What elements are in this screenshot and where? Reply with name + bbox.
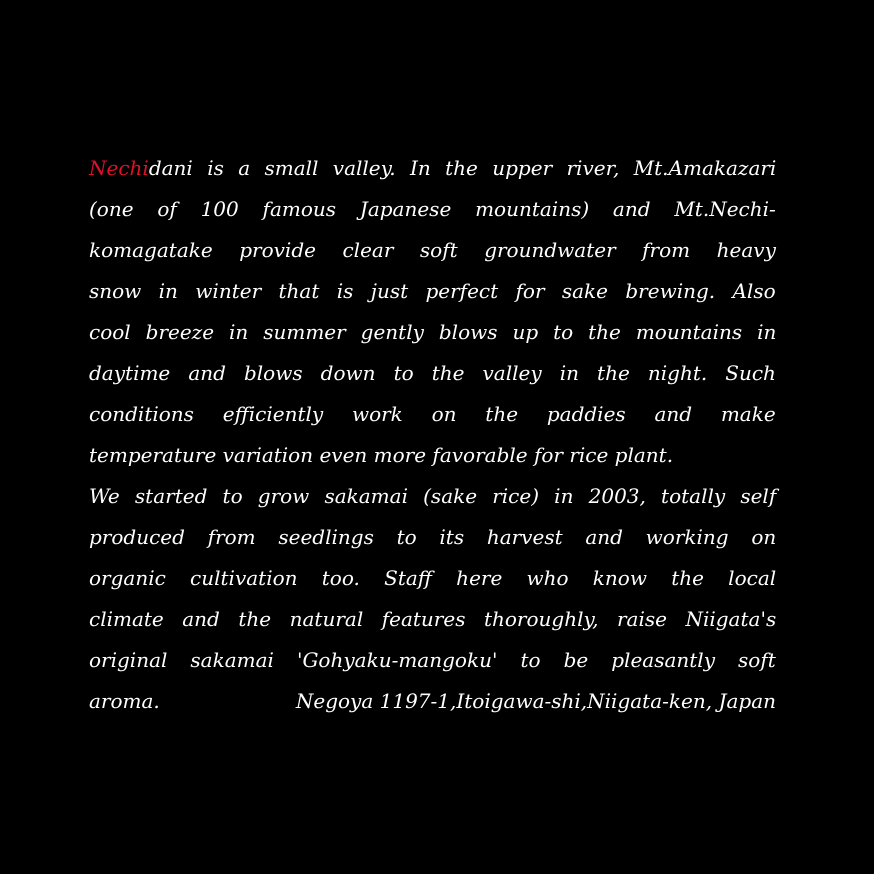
line-2: (one of 100 famous Japanese mountains) and Mt.Nechi- [89, 197, 776, 221]
closing-text: aroma. [89, 689, 160, 713]
line-13: original sakamai 'Gohyaku-mangoku' to be pleasantly soft [89, 648, 776, 672]
line-7: conditions efficiently work on the paddies and make [89, 402, 776, 426]
line-11: organic cultivation too. Staff here who know the local [89, 566, 777, 590]
line-6: daytime and blows down to the valley in the night. Such [89, 361, 776, 385]
description-text [89, 148, 776, 722]
line-9: We started to grow sakamai (sake rice) in 2003, totally self [89, 484, 777, 508]
address-text: Negoya 1197-1,Itoigawa-shi,Niigata-ken, Japan [295, 689, 776, 713]
accent-word: Nechi [89, 156, 149, 180]
line-1 [89, 148, 776, 189]
line-5: cool breeze in summer gently blows up to the mountains in [89, 320, 777, 344]
line-8: temperature variation even more favorable for rice plant. [89, 443, 674, 467]
line-12: climate and the natural features thoroughly, raise Niigata's [89, 607, 777, 631]
line-10: produced from seedlings to its harvest and working on [89, 525, 777, 549]
intro-text: dani is a small valley. In the upper river, Mt.Amakazari [148, 156, 777, 180]
line-4: snow in winter that is just perfect for sake brewing. Also [89, 279, 776, 303]
line-14 [89, 681, 776, 722]
line-3: komagatake provide clear soft groundwater from heavy [89, 238, 776, 262]
